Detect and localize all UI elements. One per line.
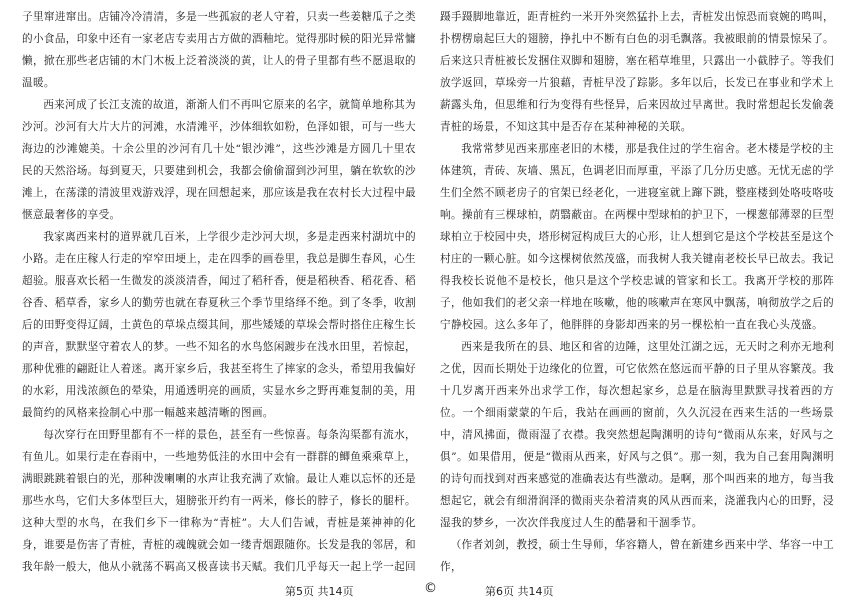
paragraph: 我家离西来村的道界就几百米，上学很少走沙河大坝，多是走西来村湖坑中的小路。走在庄稼人行走的窄窄田埂上，走在四季的画卷里，我总是脚生春风，心生超验。服喜欢长稻一生微发的淡淡清香，闻过了稻秆香，便是稻秧香、稻花香、稻谷香、稻草香，家乡人的勤劳也就在春夏秋三个季节里络绎不绝。到了冬季，收割后的田野变得辽阔，土黄色的草垛点缀其间，那些矮矮的草垛会帮时搭住庄稼生长的声音，默默坚守着农人的梦。一些不知名的水鸟悠闲踱步在浅水田里，若惊起，那种优雅的翩跹让人着迷。离开家乡后，我甚至将生了摔家的念头，希望用我偏好的水彩，用浅浓颜色的晕染，用通透明亮的画质，实显水乡之野再难复制的美，用最简约的风格来捡制心中那一幅越来越清晰的图画。 [22,231,416,419]
copyright-icon: © [424,581,437,596]
left-page-number: 第5页 共14页 [285,585,354,598]
page-footer [0,581,860,601]
paragraph: 西来是我所在的县、地区和省的边陲，这里处江湖之远，无天时之利亦无地利之优，因而长期处于边缘化的位置，可它依然在悠远而平静的日子里从容繁茂。我十几岁离开西来外出求学工作，每次想起家乡，总是在脑海里默默寻找着西的方位。一个细雨蒙蒙的午后，我站在画画的窗前，久久沉浸在西来生活的一些场景中，清风拂面，微雨湿了衣襟。我突然想起陶渊明的诗句“微雨从东来，好风与之俱”。如果借用，便是“微雨从西来，好风与之俱”。那一刻，我为自己套用陶渊明的诗句而找到对西来感觉的准确表达有些激动。是啊，那个叫西来的地方，每当我想起它，就会有细滑润泽的微雨夹杂着清爽的风从西而来，浇灌我内心的田野，浸湿我的梦乡，一次次伴我度过人生的酷暑和干涸季节。 [440,341,834,529]
author-note: （作者刘剑，教授，硕士生导师，华容籍人，曾在新建乡西来中学、华容一中工作， [440,539,834,573]
paragraph: 子里窜进窜出。店铺冷冷清清，多是一些孤寂的老人守着，只卖一些姜糖瓜子之类的小食品，印象中还有一家老店专卖用古方做的酒釉坨。觉得那时候的阳光异常慵懒，掀在那些老店铺的木门木板上泛着淡淡的黄，让人的骨子里都有些不愿退取的温暖。 [22,11,416,89]
left-page [22,6,416,578]
right-page-number: 第6页 共14页 [485,585,554,598]
paragraph: 西来河成了长江支流的故道，渐渐人们不再叫它原来的名字，就简单地称其为沙河。沙河有大片大片的河滩，水清滩平，沙体细软如粉，色泽如银，可与一些大海边的沙滩媲美。十余公里的沙河有几十处“银沙滩”，这些沙滩是方圆几十里农民的天然浴场。每到夏天，只要建到机会，我都会偷偷溜到沙河里，躺在软软的沙滩上，在荡漾的清波里戏游戏浮，现在回想起来，那应该是我在农村长大过程中最惬意最奢侈的享受。 [22,99,416,221]
right-page [440,6,834,578]
paragraph: 我常常梦见西来那座老旧的木楼，那是我住过的学生宿舍。老木楼是学校的主体建筑，青砖、灰墙、黑瓦，色调老旧而厚重，平添了几分历史感。无忧无虑的学生们全然不顾老房子的官架已经老化，一进寝室就上蹿下跳，整座楼到处咯吱咯吱响。操前有三棵球柏，荫翳蔽亩。在两棵中型球柏的护卫下，一棵葱郁薄翠的巨型球柏立于校园中央，塔形树冠构成巨大的心形，让人想到它是这个学校甚至是这个村庄的一颗心脏。如今这棵树依然茂盛，而我树人我关键南老校长早已故去。我记得我校长说他不是校长，他只是这个学校忠诚的管家和长工。我离开学校的那阵子，他如我们的老父亲一样地在咳嗽，他的咳嗽声在寒风中飘荡，响彻放学之后的宁静校园。这么多年了，他胖胖的身影却西来的另一棵松柏一直在我心头茂盛。 [440,143,834,331]
paragraph: 蹑手蹑脚地靠近，距青桩约一米开外突然猛扑上去，青桩发出惊恐而衰婉的鸣叫，扑楞楞扇起巨大的翅膀，挣扎中不断有白色的羽毛飘落。我被眼前的情景惊呆了。后来这只青桩被长发捆住双脚和翅膀，塞在稻草堆里，只露出一小截脖子。等我们放学返回，草垛旁一片狼藉，青桩早没了踪影。多年以后，长发已在事业和学术上薪露头角，但思维和行为变得有些怪异，后来因故过早离世。我时常想起长发偷袭青桩的场景，不知这其中是否存在某种神秘的关联。 [440,11,834,133]
paragraph: 每次穿行在田野里都有不一样的景色，甚至有一些惊喜。每条沟渠都有流水，有鱼儿。如果行走在春雨中，一些地势低洼的水田中会有一群群的鲫鱼乘乘草上，满眼跳跳着银白的光，那种泼喇喇的水声让我充满了欢愉。最让人难以忘怀的还是那些水鸟，它们大多体型巨大，翅膀张开约有一两米，修长的脖子，修长的腿杆。这种大型的水鸟，在我们乡下一律称为“青桩”。大人们告诫，青桩是莱神神的化身，谁要是伤害了青桩，青桩的魂魄就会如一缕青烟跟随你。长发是我的邻居，和我年龄一般大，他从小就荡不羁高又极喜读书天赋。我们几乎每天一起上学一起回 [22,429,416,573]
